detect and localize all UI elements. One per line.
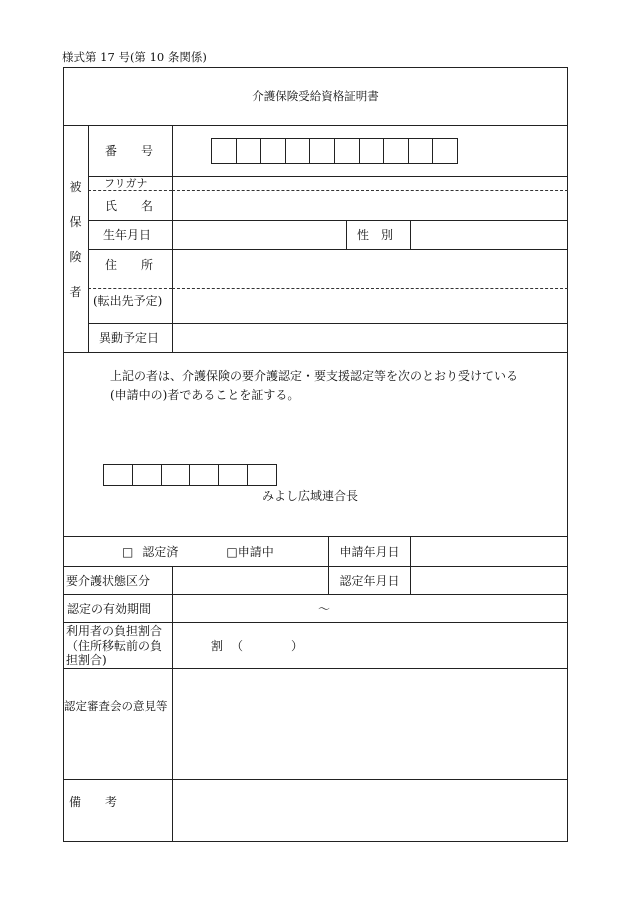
insured-section-char: 保	[69, 215, 82, 229]
issuer-name: みよし広域連合長	[262, 489, 359, 503]
burden-ratio-label-line: （住所移転前の負	[66, 638, 163, 653]
move-date-field[interactable]	[172, 323, 568, 352]
insurer-number-digit-box[interactable]	[218, 464, 248, 486]
remarks-label-cell	[63, 779, 172, 842]
insurer-number-digit-box[interactable]	[161, 464, 191, 486]
burden-ratio-label-line: 利用者の負担割合	[66, 624, 163, 638]
application-date-label: 申請年月日	[339, 544, 400, 559]
insured-number-field	[172, 125, 568, 176]
forwarding-address-field[interactable]	[172, 288, 568, 323]
care-level-field[interactable]	[172, 566, 328, 594]
insured-number-digit-box[interactable]	[432, 138, 458, 164]
move-date-label: 異動予定日	[99, 331, 160, 345]
certification-date-label-cell	[328, 566, 410, 594]
insured-section-char: 険	[69, 250, 82, 264]
applying-checkbox[interactable]: □	[226, 544, 238, 559]
review-opinion-label-cell	[63, 668, 172, 779]
birthdate-label: 生年月日	[103, 228, 152, 242]
insurer-number-digit-box[interactable]	[132, 464, 162, 486]
sex-label: 性 別	[357, 228, 394, 242]
validity-period-label: 認定の有効期間	[67, 601, 152, 616]
name-field[interactable]	[172, 190, 568, 220]
insurer-number-boxes	[103, 464, 277, 486]
forwarding-address-label-cell	[88, 288, 172, 323]
name-label-cell	[88, 190, 172, 220]
insured-number-digit-box[interactable]	[236, 138, 262, 164]
furigana-field[interactable]	[172, 176, 568, 190]
birthdate-label-cell	[88, 220, 172, 249]
address-label-cell	[88, 249, 172, 288]
insured-number-digit-box[interactable]	[383, 138, 409, 164]
certification-statement-cell	[63, 352, 568, 536]
application-date-field[interactable]	[410, 536, 568, 566]
burden-ratio-label-cell	[63, 622, 172, 668]
insured-number-digit-box[interactable]	[408, 138, 434, 164]
sex-field[interactable]	[410, 220, 568, 249]
burden-ratio-brackets: （ ）	[231, 638, 304, 653]
insured-number-digit-box[interactable]	[211, 138, 237, 164]
insurer-number-digit-box[interactable]	[247, 464, 277, 486]
document-title: 介護保険受給資格証明書	[252, 89, 379, 103]
certified-label: 認定済	[142, 544, 179, 559]
insured-section-char: 者	[69, 285, 82, 299]
form-number: 様式第 17 号(第 10 条関係)	[62, 50, 207, 64]
certification-date-label: 認定年月日	[339, 573, 400, 588]
move-date-label-cell	[88, 323, 172, 352]
care-level-label-cell	[63, 566, 172, 594]
insured-number-digit-box[interactable]	[334, 138, 360, 164]
name-label: 氏 名	[105, 198, 154, 213]
furigana-label: フリガナ	[104, 176, 148, 190]
application-date-label-cell	[328, 536, 410, 566]
address-field[interactable]	[172, 249, 568, 288]
review-opinion-field[interactable]	[172, 668, 568, 779]
certification-statement-line-2: (申請中の)者であることを証する。	[110, 388, 300, 402]
insured-number-digit-box[interactable]	[285, 138, 311, 164]
insured-section-label-cell	[63, 125, 88, 352]
certified-checkbox[interactable]: □	[122, 544, 134, 559]
certification-statement-line-1: 上記の者は、介護保険の要介護認定・要支援認定等を次のとおり受けている	[110, 369, 519, 383]
validity-period-separator: ～	[318, 601, 331, 616]
burden-ratio-label-line: 担割合)	[66, 653, 107, 667]
validity-period-field[interactable]	[172, 594, 568, 622]
insured-number-label-cell	[88, 125, 172, 176]
remarks-label: 備 考	[69, 795, 118, 809]
insurer-number-digit-box[interactable]	[103, 464, 133, 486]
insured-number-digit-boxes	[211, 138, 458, 164]
insured-number-digit-box[interactable]	[359, 138, 385, 164]
insurer-number-digit-box[interactable]	[189, 464, 219, 486]
burden-ratio-unit: 割	[211, 638, 224, 653]
burden-ratio-field[interactable]	[172, 622, 568, 668]
certification-date-field[interactable]	[410, 566, 568, 594]
title-cell	[63, 67, 568, 125]
birthdate-field[interactable]	[172, 220, 346, 249]
forwarding-address-label: (転出先予定)	[93, 294, 163, 308]
furigana-label-cell	[88, 176, 172, 190]
address-label: 住 所	[105, 258, 154, 272]
care-level-label: 要介護状態区分	[66, 573, 151, 588]
remarks-field[interactable]	[172, 779, 568, 842]
insured-number-digit-box[interactable]	[309, 138, 335, 164]
certification-statement	[110, 367, 518, 405]
insured-section-char: 被	[69, 180, 82, 194]
insured-section-label	[63, 181, 88, 298]
sex-label-cell	[346, 220, 410, 249]
review-opinion-label: 認定審査会の意見等	[64, 699, 168, 713]
insured-number-label: 番 号	[105, 144, 154, 158]
applying-label: 申請中	[237, 544, 274, 559]
validity-period-label-cell	[63, 594, 172, 622]
insured-number-digit-box[interactable]	[260, 138, 286, 164]
certification-status-cell	[63, 536, 328, 566]
